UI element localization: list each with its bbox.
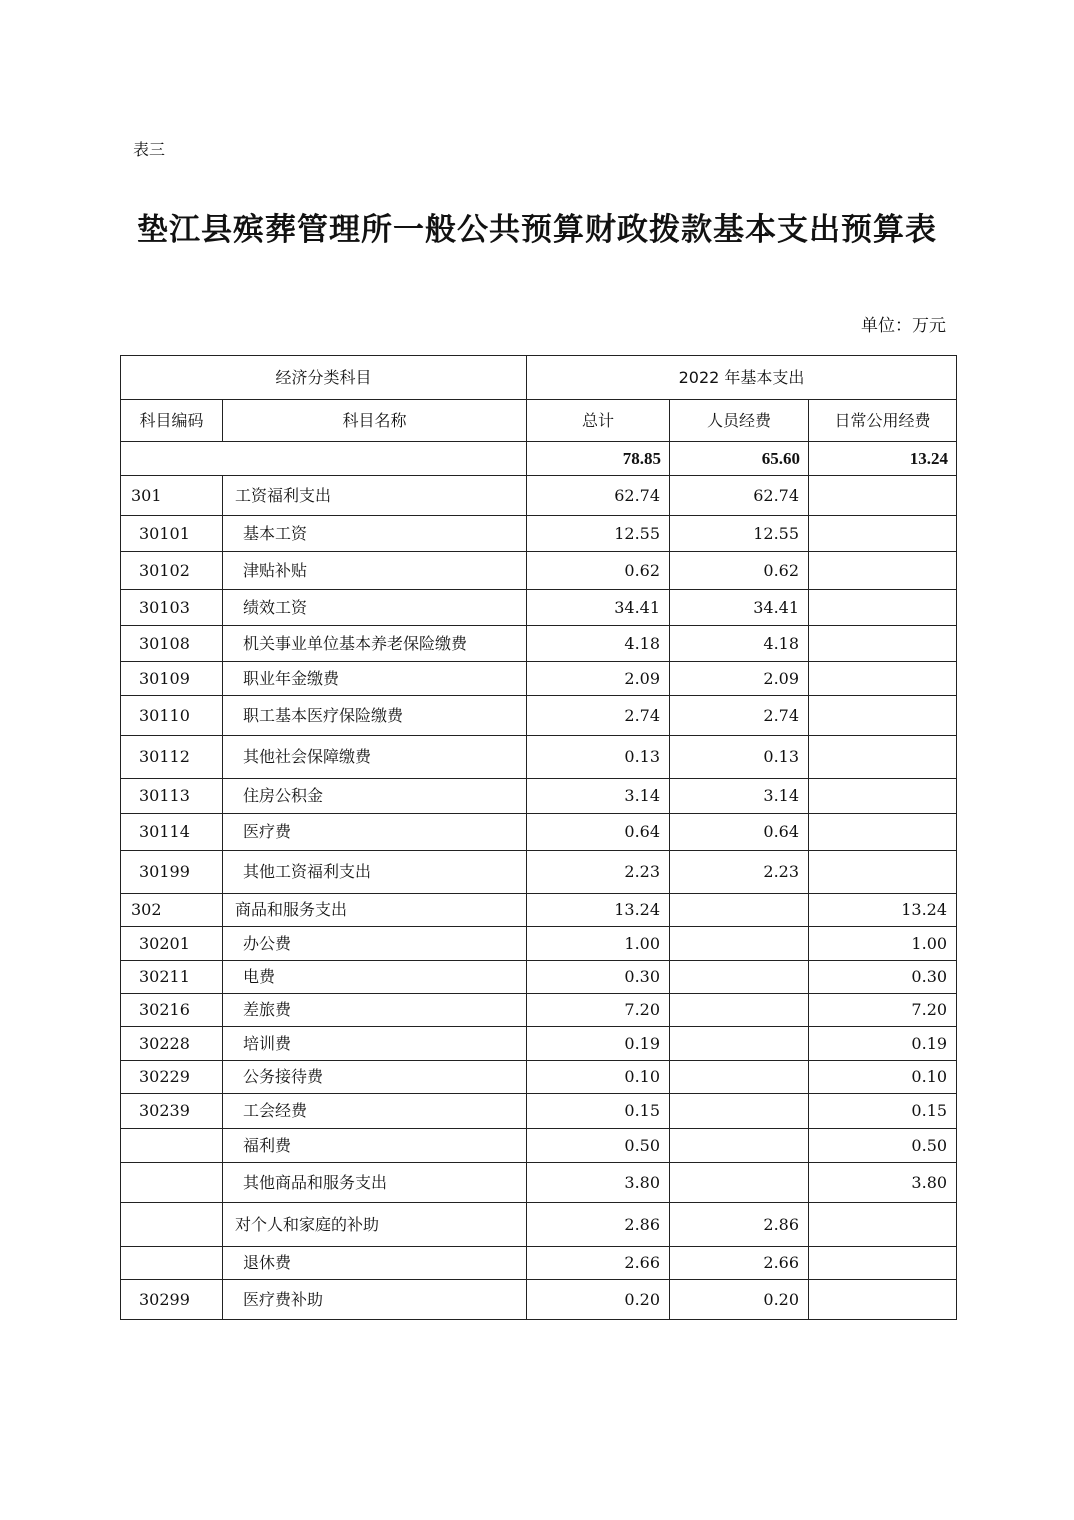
cell-personnel	[670, 994, 809, 1027]
cell-code: 30101	[121, 516, 223, 552]
cell-total: 0.20	[527, 1280, 670, 1320]
totals-public: 13.24	[809, 442, 957, 476]
cell-personnel: 2.86	[670, 1203, 809, 1247]
cell-code: 30239	[121, 1094, 223, 1129]
cell-personnel: 2.23	[670, 851, 809, 894]
totals-personnel: 65.60	[670, 442, 809, 476]
table-row	[121, 1280, 957, 1320]
cell-public	[809, 476, 957, 516]
cell-public: 0.15	[809, 1094, 957, 1129]
cell-public	[809, 590, 957, 626]
table-row	[121, 736, 957, 779]
header-name: 科目名称	[223, 400, 527, 442]
cell-name: 办公费	[223, 927, 527, 961]
table-row	[121, 626, 957, 662]
cell-personnel: 34.41	[670, 590, 809, 626]
table-row	[121, 1027, 957, 1061]
cell-personnel: 0.64	[670, 814, 809, 851]
cell-code: 30228	[121, 1027, 223, 1061]
cell-code: 30113	[121, 779, 223, 814]
table-row	[121, 662, 957, 696]
cell-public	[809, 814, 957, 851]
table-row	[121, 961, 957, 994]
cell-name: 工资福利支出	[223, 476, 527, 516]
cell-name: 绩效工资	[223, 590, 527, 626]
cell-code: 30216	[121, 994, 223, 1027]
cell-personnel: 12.55	[670, 516, 809, 552]
cell-total: 3.14	[527, 779, 670, 814]
cell-public	[809, 552, 957, 590]
cell-total: 34.41	[527, 590, 670, 626]
cell-total: 13.24	[527, 894, 670, 927]
cell-name: 福利费	[223, 1129, 527, 1163]
cell-name: 其他商品和服务支出	[223, 1163, 527, 1203]
cell-personnel	[670, 1094, 809, 1129]
totals-row	[121, 442, 957, 476]
table-row	[121, 894, 957, 927]
table-row	[121, 552, 957, 590]
cell-name: 医疗费	[223, 814, 527, 851]
cell-name: 其他工资福利支出	[223, 851, 527, 894]
table-row	[121, 696, 957, 736]
cell-public	[809, 696, 957, 736]
cell-name: 商品和服务支出	[223, 894, 527, 927]
table-row	[121, 1247, 957, 1280]
cell-public: 1.00	[809, 927, 957, 961]
budget-table	[120, 355, 957, 1320]
table-row	[121, 516, 957, 552]
cell-public: 0.10	[809, 1061, 957, 1094]
cell-personnel	[670, 1061, 809, 1094]
cell-total: 2.86	[527, 1203, 670, 1247]
cell-public: 7.20	[809, 994, 957, 1027]
cell-personnel: 2.09	[670, 662, 809, 696]
cell-personnel: 2.74	[670, 696, 809, 736]
cell-total: 0.62	[527, 552, 670, 590]
table-row	[121, 1094, 957, 1129]
cell-name: 公务接待费	[223, 1061, 527, 1094]
cell-total: 2.23	[527, 851, 670, 894]
cell-public: 3.80	[809, 1163, 957, 1203]
header-row-1	[121, 356, 957, 400]
cell-name: 职业年金缴费	[223, 662, 527, 696]
table-row	[121, 927, 957, 961]
cell-name: 职工基本医疗保险缴费	[223, 696, 527, 736]
cell-public: 0.30	[809, 961, 957, 994]
cell-code: 30211	[121, 961, 223, 994]
cell-personnel: 0.20	[670, 1280, 809, 1320]
cell-total: 0.50	[527, 1129, 670, 1163]
cell-personnel: 62.74	[670, 476, 809, 516]
cell-code: 30109	[121, 662, 223, 696]
cell-personnel: 0.62	[670, 552, 809, 590]
cell-code	[121, 1163, 223, 1203]
document-title: 垫江县殡葬管理所一般公共预算财政拨款基本支出预算表	[137, 212, 937, 248]
table-row	[121, 1203, 957, 1247]
header-row-2	[121, 400, 957, 442]
cell-code: 30299	[121, 1280, 223, 1320]
cell-code: 30103	[121, 590, 223, 626]
table-row	[121, 1163, 957, 1203]
cell-name: 住房公积金	[223, 779, 527, 814]
cell-public	[809, 626, 957, 662]
table-row	[121, 476, 957, 516]
cell-total: 0.15	[527, 1094, 670, 1129]
cell-total: 62.74	[527, 476, 670, 516]
cell-total: 1.00	[527, 927, 670, 961]
cell-public	[809, 1280, 957, 1320]
cell-code: 30110	[121, 696, 223, 736]
header-category: 经济分类科目	[121, 356, 527, 400]
cell-code: 301	[121, 476, 223, 516]
cell-total: 2.09	[527, 662, 670, 696]
cell-total: 0.64	[527, 814, 670, 851]
header-public: 日常公用经费	[809, 400, 957, 442]
cell-code: 30114	[121, 814, 223, 851]
cell-total: 0.13	[527, 736, 670, 779]
totals-total: 78.85	[527, 442, 670, 476]
cell-public	[809, 1247, 957, 1280]
cell-name: 其他社会保障缴费	[223, 736, 527, 779]
cell-personnel	[670, 1163, 809, 1203]
cell-total: 2.66	[527, 1247, 670, 1280]
header-personnel: 人员经费	[670, 400, 809, 442]
cell-personnel: 4.18	[670, 626, 809, 662]
cell-personnel: 0.13	[670, 736, 809, 779]
cell-code: 302	[121, 894, 223, 927]
cell-public: 0.50	[809, 1129, 957, 1163]
cell-personnel	[670, 894, 809, 927]
header-code: 科目编码	[121, 400, 223, 442]
cell-total: 4.18	[527, 626, 670, 662]
cell-name: 差旅费	[223, 994, 527, 1027]
header-expense: 2022 年基本支出	[527, 356, 957, 400]
table-row	[121, 1129, 957, 1163]
cell-name: 对个人和家庭的补助	[223, 1203, 527, 1247]
cell-name: 医疗费补助	[223, 1280, 527, 1320]
cell-public	[809, 516, 957, 552]
cell-name: 培训费	[223, 1027, 527, 1061]
cell-code	[121, 1203, 223, 1247]
table-row	[121, 851, 957, 894]
cell-name: 电费	[223, 961, 527, 994]
cell-total: 3.80	[527, 1163, 670, 1203]
table-row	[121, 994, 957, 1027]
table-row	[121, 1061, 957, 1094]
table-label: 表三	[133, 140, 166, 159]
table-row	[121, 590, 957, 626]
cell-code	[121, 1129, 223, 1163]
cell-public	[809, 779, 957, 814]
cell-code: 30199	[121, 851, 223, 894]
cell-code: 30108	[121, 626, 223, 662]
cell-public: 13.24	[809, 894, 957, 927]
cell-personnel: 3.14	[670, 779, 809, 814]
cell-personnel: 2.66	[670, 1247, 809, 1280]
cell-name: 基本工资	[223, 516, 527, 552]
cell-code: 30201	[121, 927, 223, 961]
totals-label	[121, 442, 527, 476]
cell-total: 0.30	[527, 961, 670, 994]
cell-name: 工会经费	[223, 1094, 527, 1129]
cell-personnel	[670, 1027, 809, 1061]
cell-code: 30112	[121, 736, 223, 779]
cell-code: 30229	[121, 1061, 223, 1094]
cell-total: 12.55	[527, 516, 670, 552]
cell-public: 0.19	[809, 1027, 957, 1061]
unit-note: 单位：万元	[861, 316, 946, 336]
cell-total: 7.20	[527, 994, 670, 1027]
header-total: 总计	[527, 400, 670, 442]
cell-public	[809, 851, 957, 894]
cell-public	[809, 1203, 957, 1247]
cell-code	[121, 1247, 223, 1280]
cell-name: 机关事业单位基本养老保险缴费	[223, 626, 527, 662]
cell-public	[809, 662, 957, 696]
table-row	[121, 779, 957, 814]
cell-public	[809, 736, 957, 779]
cell-personnel	[670, 927, 809, 961]
cell-personnel	[670, 1129, 809, 1163]
cell-total: 0.10	[527, 1061, 670, 1094]
cell-total: 0.19	[527, 1027, 670, 1061]
cell-name: 退休费	[223, 1247, 527, 1280]
cell-personnel	[670, 961, 809, 994]
table-row	[121, 814, 957, 851]
cell-total: 2.74	[527, 696, 670, 736]
cell-name: 津贴补贴	[223, 552, 527, 590]
cell-code: 30102	[121, 552, 223, 590]
